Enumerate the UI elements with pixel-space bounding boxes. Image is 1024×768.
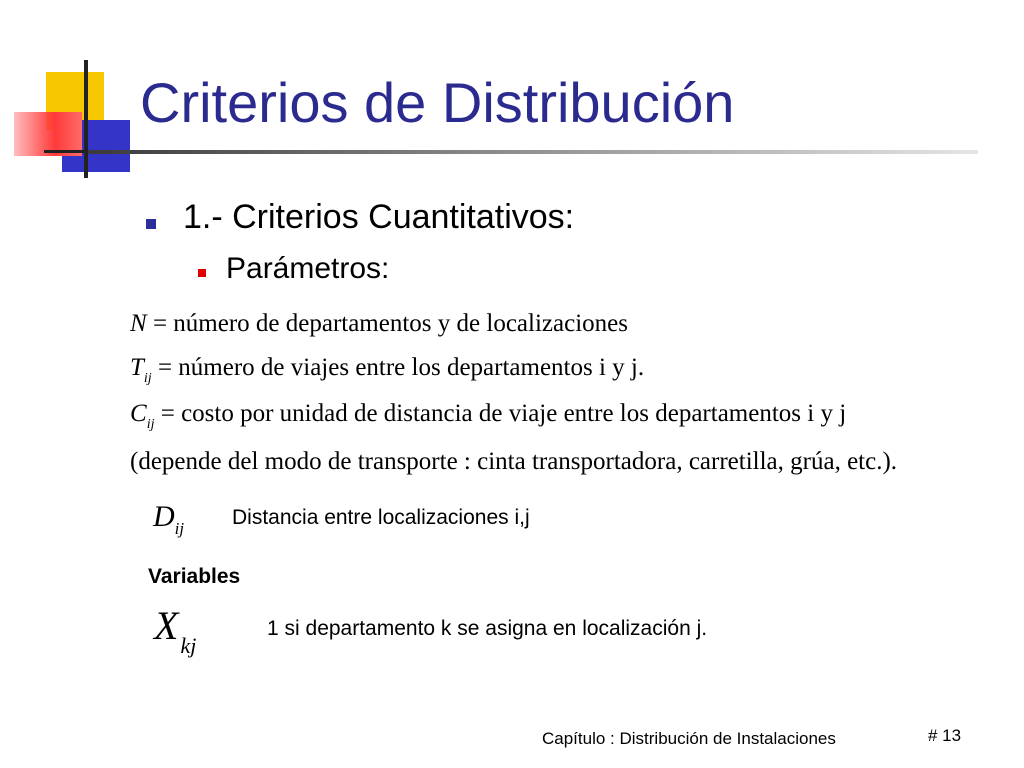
slide-footer: Capítulo : Distribución de Instalaciones: [542, 729, 836, 748]
param-t-symbol: T: [130, 354, 144, 381]
param-t-definition: [130, 354, 645, 386]
variable-symbol: [154, 602, 197, 658]
param-n-symbol: N: [130, 310, 147, 337]
variables-heading: Variables: [148, 565, 241, 588]
square-bullet-icon: [146, 219, 156, 229]
distance-label: Distancia entre localizaciones i,j: [232, 506, 530, 529]
bullet-quantitative-criteria: 1.- Criterios Cuantitativos:: [183, 198, 575, 236]
title-underline: [88, 150, 978, 154]
distance-symbol: [153, 500, 185, 538]
variable-label: 1 si departamento k se asigna en localización j.: [267, 617, 708, 640]
slide-title: Criterios de Distribución: [140, 71, 735, 134]
square-bullet-icon: [198, 269, 206, 277]
param-c-symbol: C: [130, 400, 147, 427]
variable-symbol-letter: X: [154, 603, 179, 648]
variable-subscript: kj: [180, 633, 197, 658]
bullet-parameters: Parámetros:: [226, 252, 390, 285]
param-n-definition: [130, 310, 628, 338]
param-t-subscript: ij: [143, 371, 152, 386]
param-n-text: = número de departamentos y de localizaciones: [152, 310, 628, 337]
param-c-note: (depende del modo de transporte : cinta transportadora, carretilla, grúa, etc.).: [130, 448, 898, 475]
page-number: # 13: [928, 726, 962, 745]
param-t-text: = número de viajes entre los departamentos i y j.: [157, 354, 645, 381]
param-c-text: = costo por unidad de distancia de viaje entre los departamentos i y j: [160, 400, 847, 427]
param-c-subscript: ij: [146, 417, 155, 432]
logo-vertical-line: [84, 60, 88, 178]
distance-symbol-letter: D: [153, 500, 175, 533]
distance-subscript: ij: [174, 519, 185, 538]
param-c-definition: [130, 400, 847, 432]
